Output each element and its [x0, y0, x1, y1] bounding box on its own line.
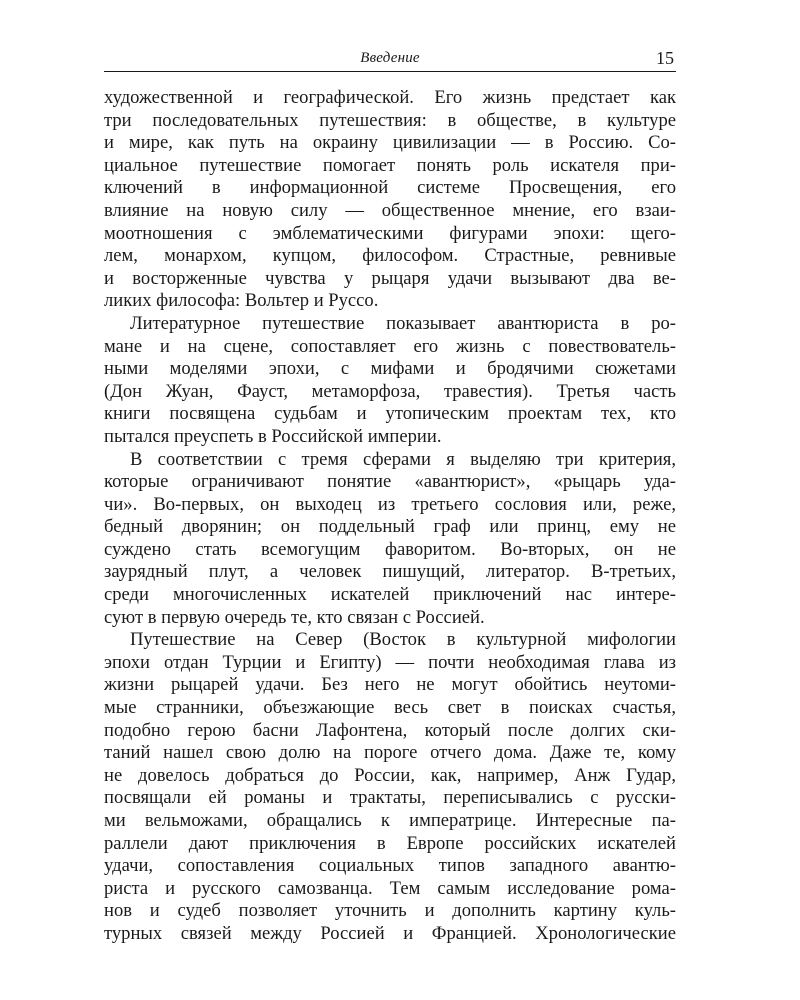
- running-header-title: Введение: [360, 50, 420, 66]
- text-line: ключений в информационной системе Просвещения, его: [104, 177, 676, 199]
- text-line: три последовательных путешествия: в обществе, в культуре: [104, 109, 676, 131]
- text-line: таний нашел свою долю на пороге отчего дома. Даже те, кому: [104, 742, 676, 764]
- text-line: Литературное путешествие показывает авантюриста в ро-: [130, 312, 676, 334]
- text-line: риста и русского самозванца. Тем самым исследование рома-: [104, 877, 676, 899]
- text-line: которые ограничивают понятие «авантюрист», «рыцарь уда-: [104, 471, 676, 493]
- text-line: турных связей между Россией и Францией. Хронологические: [104, 922, 676, 944]
- text-line: нов и судеб позволяет уточнить и дополнить картину куль-: [104, 900, 676, 922]
- text-line: бедный дворянин; он поддельный граф или принц, ему не: [104, 516, 676, 538]
- paragraph: [104, 313, 676, 449]
- header-divider: [104, 71, 676, 72]
- text-line: чи». Во-первых, он выходец из третьего сословия или, реже,: [104, 493, 676, 515]
- text-line: Путешествие на Север (Восток в культурной мифологии: [130, 629, 676, 651]
- body-text: [104, 87, 676, 946]
- page-number: 15: [656, 48, 674, 68]
- text-line: влияние на новую силу — общественное мнение, его взаи-: [104, 199, 676, 221]
- text-line: мане и на сцене, сопоставляет его жизнь с повествователь-: [104, 335, 676, 357]
- text-line: заурядный плут, а человек пишущий, литератор. В-третьих,: [104, 561, 676, 583]
- text-line: художественной и географической. Его жизнь предстает как: [104, 87, 676, 108]
- text-line: лем, монархом, купцом, философом. Страстные, ревнивые: [104, 245, 676, 267]
- text-line: суют в первую очередь те, кто связан с Россией.: [104, 606, 485, 628]
- paragraph: [104, 629, 676, 945]
- text-line: раллели дают приключения в Европе российских искателей: [104, 832, 676, 854]
- text-line: и восторженные чувства у рыцаря удачи вызывают два ве-: [104, 267, 676, 289]
- text-line: и мире, как путь на окраину цивилизации — в Россию. Со-: [104, 132, 676, 154]
- paragraph: [104, 87, 676, 313]
- running-header: [104, 48, 676, 70]
- text-line: эпохи отдан Турции и Египту) — почти необходимая глава из: [104, 651, 676, 673]
- text-line: мые странники, объезжающие весь свет в поисках счастья,: [104, 697, 676, 719]
- text-line: жизни рыцарей удачи. Без него не могут обойтись неутоми-: [104, 674, 676, 696]
- text-line: ликих философа: Вольтер и Руссо.: [104, 290, 379, 312]
- text-line: подобно герою басни Лафонтена, который после долгих ски-: [104, 719, 676, 741]
- text-line: посвящали ей романы и трактаты, переписывались с русски-: [104, 787, 676, 809]
- text-line: В соответствии с тремя сферами я выделяю три критерия,: [130, 448, 676, 470]
- text-line: ми вельможами, обращались к императрице. Интересные па-: [104, 810, 676, 831]
- text-line: удачи, сопоставления социальных типов западного авантю-: [104, 855, 676, 877]
- text-line: книги посвящена судьбам и утопическим проектам тех, кто: [104, 403, 676, 425]
- text-line: ными моделями эпохи, с мифами и бродячими сюжетами: [104, 358, 676, 380]
- text-line: суждено стать всемогущим фаворитом. Во-вторых, он не: [104, 538, 676, 560]
- text-line: не довелось добраться до России, как, например, Анж Гудар,: [104, 764, 676, 786]
- text-line: пытался преуспеть в Российской империи.: [104, 425, 442, 447]
- text-line: среди многочисленных искателей приключений нас интере-: [104, 584, 676, 606]
- text-line: моотношения с эмблематическими фигурами эпохи: щего-: [104, 222, 676, 244]
- paragraph: [104, 449, 676, 630]
- text-line: циальное путешествие помогает понять роль искателя при-: [104, 154, 676, 176]
- text-line: (Дон Жуан, Фауст, метаморфоза, травестия). Третья часть: [104, 380, 676, 402]
